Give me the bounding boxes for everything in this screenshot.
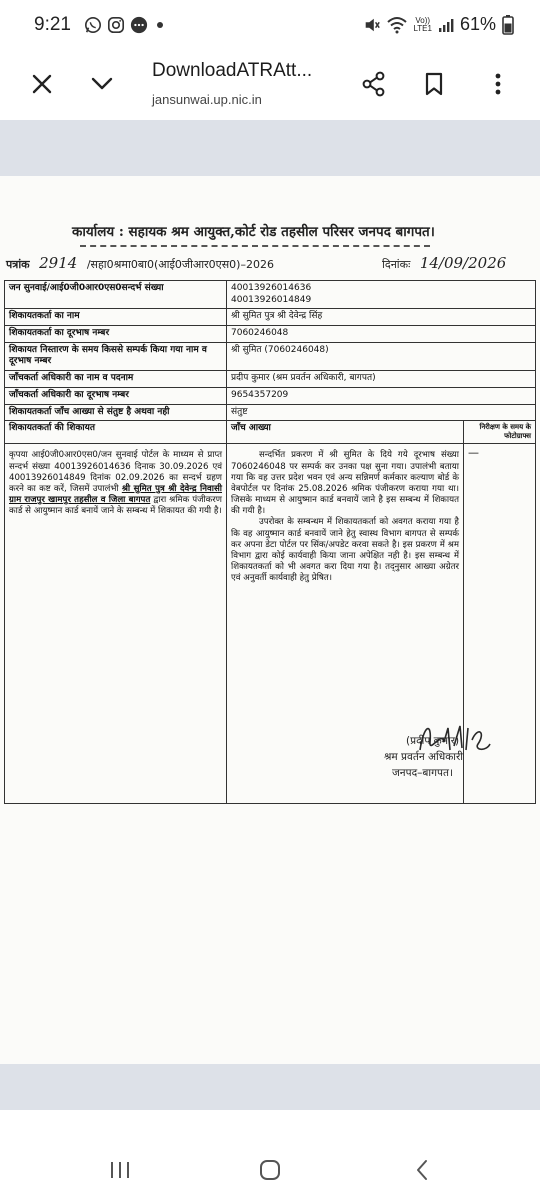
complaint-header: शिकायतकर्ता की शिकायत <box>5 421 227 444</box>
row-value: श्री सुमित पुत्र श्री देवेन्द्र सिंह <box>227 309 536 326</box>
table-header-row <box>5 421 536 444</box>
reference-label: पत्रांक <box>6 258 30 271</box>
photos-header: निरीक्षण के समय के फोटोग्राफ्स <box>464 421 536 444</box>
close-icon <box>31 73 53 95</box>
row-value: 7060246048 <box>227 326 536 343</box>
signatory-name: (प्रदीप कुमार) <box>406 735 460 747</box>
system-navigation-bar <box>0 1110 540 1200</box>
row-label: जाँचकर्ता अधिकारी का नाम व पदनाम <box>5 371 227 388</box>
signatory-designation: श्रम प्रवर्तन अधिकारी <box>384 750 464 763</box>
notification-icons <box>84 16 163 34</box>
mute-icon <box>363 16 381 34</box>
heading-divider <box>80 245 430 247</box>
table-row <box>5 342 536 370</box>
wifi-icon <box>387 16 407 34</box>
status-time: 9:21 <box>34 14 71 35</box>
row-label: शिकायतकर्ता का दूरभाष नम्बर <box>5 326 227 343</box>
office-heading: कार्यालय : सहायक श्रम आयुक्त,कोर्ट रोड तहसील परिसर जनपद बागपत। <box>72 224 435 240</box>
status-bar <box>0 0 540 50</box>
page-url[interactable]: jansunwai.up.nic.in <box>152 92 262 107</box>
share-button[interactable] <box>354 64 394 104</box>
back-icon <box>414 1159 430 1181</box>
page-title[interactable]: DownloadATRAtt... <box>152 60 313 81</box>
table-row <box>5 371 536 388</box>
battery-level: 61% <box>459 14 496 34</box>
row-value: प्रदीप कुमार (श्रम प्रवर्तन अधिकारी, बागपत) <box>227 371 536 388</box>
reference-code: /सहा0श्रमा0बा0(आई0जीआर0एस0)–2026 <box>86 258 274 271</box>
report-paragraph: उपरोक्त के सम्बन्धम में शिकायतकर्ता को अवगत कराया गया है कि वह आयुष्मान कार्ड बनवायें जाने हेतु स्वास्थ विभाग बागपत से सम्पर्क कर अपना डेटा पोर्टल पर सिंक/अपडेट करवा सकते है। इस प्रकरण में श्रम विभाग द्वारा कोई कार्यवाही किया जाना अपेक्षित नही है। इस सम्बन्ध में शिकायतकर्ता को भी अवगत करा दिया गया है। तद्नुसार आख्या अग्रेतर एवं अनुवर्ती कार्यवाही हेतु प्रेषित। <box>231 517 459 584</box>
minimize-button[interactable] <box>82 64 122 104</box>
recent-apps-icon <box>109 1160 131 1180</box>
signatory-district: जनपद–बागपत। <box>392 766 453 779</box>
messages-icon <box>130 16 148 34</box>
share-icon <box>361 71 387 97</box>
home-icon <box>259 1159 281 1181</box>
document-page[interactable] <box>0 176 540 1064</box>
reference-line <box>6 254 274 272</box>
viewer-background-top <box>0 120 540 176</box>
date-label: दिनांकः <box>382 258 411 271</box>
row-value: श्री सुमित (7060246048) <box>227 342 536 370</box>
more-options-button[interactable] <box>478 64 518 104</box>
row-value: 9654357209 <box>227 387 536 404</box>
table-row <box>5 281 536 309</box>
row-label: जाँचकर्ता अधिकारी का दूरभाष नम्बर <box>5 387 227 404</box>
table-row <box>5 404 536 421</box>
table-row <box>5 387 536 404</box>
date-value: 14/09/2026 <box>419 254 507 272</box>
bookmark-icon <box>424 72 444 96</box>
signature-block <box>384 734 463 781</box>
chevron-down-icon <box>91 77 113 91</box>
bookmark-button[interactable] <box>414 64 454 104</box>
row-value: 40013926014636 40013926014849 <box>227 281 536 309</box>
custom-tab-toolbar <box>0 50 540 120</box>
table-row <box>5 309 536 326</box>
reference-number: 2914 <box>39 254 78 272</box>
home-button[interactable] <box>250 1150 290 1190</box>
table-row <box>5 326 536 343</box>
complaint-text: कृपया आई0जी0आर0एस0/जन सुनवाई पोर्टल के माध्यम से प्राप्त सन्दर्भ संख्या 40013926014636 दिनाक 30.09.2026 एवं 40013926014849 दिनांक 02.09.2026 का सन्दर्भ ग्रहण करने का कष्ट करें, जिसमें उपालंभी श्री सुमित पुत्र श्री देवेन्द्र निवासी ग्राम राजपुर खामपुर तहसील व जिला बागपत द्वारा श्रमिक पंजीकरण कार्ड से आयुष्मान कार्ड बनायें जाने के सम्बन्ध में शिकायत की गयी है। <box>5 444 227 804</box>
more-vert-icon <box>494 72 502 96</box>
instagram-icon <box>107 16 125 34</box>
date-line <box>382 254 512 272</box>
report-paragraph: सन्दर्भित प्रकरण में श्री सुमित के दिये गये दूरभाष संख्या 7060246048 पर सम्पर्क कर उनका पक्ष सुना गया। उपालंभी बताया गया कि वह उत्तर प्रदेश भवन एवं अन्य सन्निमर्ण कर्मकार कल्याण बोर्ड के वेबपोर्टल पर दिनांक 25.08.2026 श्रमिक पंजीकरण कराया गया था। जिसके माध्यम से आयुष्मान कार्ड बनवायें जाने है इस सम्बन्ध में शिकायत की गयी है। <box>231 450 459 517</box>
signal-icon <box>438 17 454 33</box>
whatsapp-icon <box>84 16 102 34</box>
report-header: जाँच आख्या <box>227 421 464 444</box>
recent-apps-button[interactable] <box>100 1150 140 1190</box>
back-button[interactable] <box>402 1150 442 1190</box>
close-button[interactable] <box>22 64 62 104</box>
row-label: शिकायतकर्ता का नाम <box>5 309 227 326</box>
row-label: जन सुनवाई/आई0जी0आर0एस0सन्दर्भ संख्या <box>5 281 227 309</box>
viewer-background-bottom <box>0 1064 540 1110</box>
battery-icon <box>502 15 514 35</box>
complainant-details: श्री सुमित पुत्र श्री देवेन्द्र निवासी ग्राम राजपुर खामपुर तहसील व जिला बागपत <box>9 483 223 506</box>
lte-indicator: Vo)) LTE1 <box>413 15 432 33</box>
row-label: शिकायतकर्ता जाँच आख्या से संतुष्ट है अथवा नही <box>5 404 227 421</box>
row-label: शिकायत निस्तारण के समय किससे सम्पर्क किया गया नाम व दूरभाष नम्बर <box>5 342 227 370</box>
dot-icon <box>157 22 163 28</box>
system-status <box>363 14 514 35</box>
row-value: संतुष्ट <box>227 404 536 421</box>
photos-value: — <box>464 444 536 804</box>
